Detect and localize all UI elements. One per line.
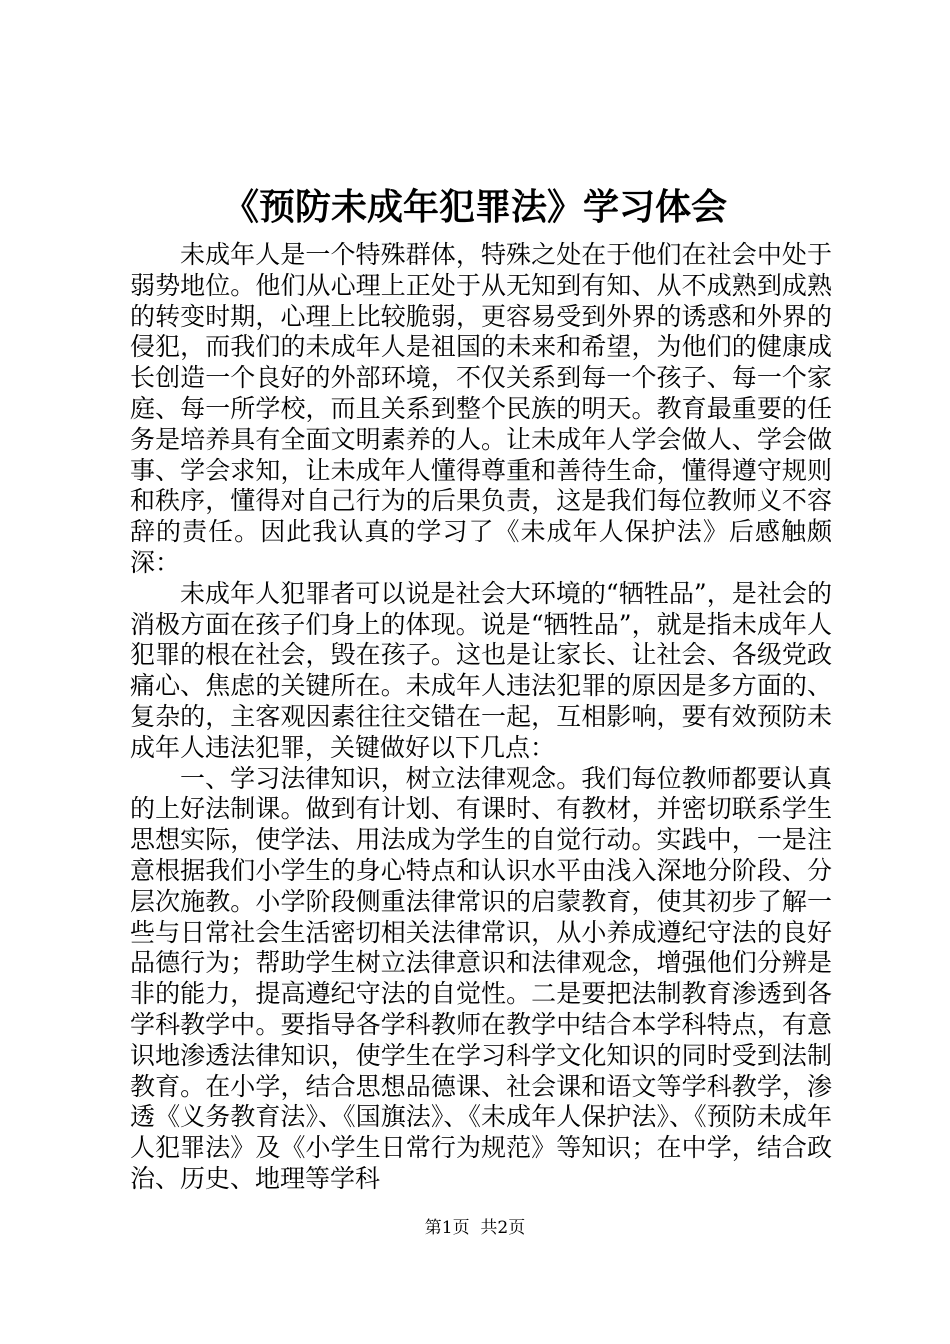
document-title: 《预防未成年犯罪法》学习体会 [222, 187, 727, 228]
page-number-current: 第1页 [424, 1218, 470, 1238]
paragraph: 一、学习法律知识，树立法律观念。我们每位教师都要认真的上好法制课。做到有计划、有课时、有教材，并密切联系学生思想实际，使学法、用法成为学生的自觉行动。实践中，一是注意根据我们小学生的身心特点和认识水平由浅入深地分阶段、分层次施教。小学阶段侧重法律常识的启蒙教育，使其初步了解一些与日常社会生活密切相关法律常识，从小养成遵纪守法的良好品德行为；帮助学生树立法律意识和法律观念，增强他们分辨是非的能力，提高遵纪守法的自觉性。二是要把法制教育渗透到各学科教学中。要指导各学科教师在教学中结合本学科特点，有意识地渗透法律知识，使学生在学习科学文化知识的同时受到法制教育。在小学，结合思想品德课、社会课和语文等学科教学，渗透《义务教育法》、《国旗法》、《未成年人保护法》、《预防未成年人犯罪法》及《小学生日常行为规范》等知识；在中学，结合政治、历史、地理等学科 [130, 763, 832, 1193]
page-footer [0, 1216, 950, 1240]
document-body [130, 240, 832, 1195]
page-number-total: 共2页 [480, 1218, 526, 1238]
paragraph: 未成年人是一个特殊群体，特殊之处在于他们在社会中处于弱势地位。他们从心理上正处于从无知到有知、从不成熟到成熟的转变时期，心理上比较脆弱，更容易受到外界的诱惑和外界的侵犯，而我们的未成年人是祖国的未来和希望，为他们的健康成长创造一个良好的外部环境，不仅关系到每一个孩子、每一个家庭、每一所学校，而且关系到整个民族的明天。教育最重要的任务是培养具有全面文明素养的人。让未成年人学会做人、学会做事、学会求知，让未成年人懂得尊重和善待生命，懂得遵守规则和秩序，懂得对自己行为的后果负责，这是我们每位教师义不容辞的责任。因此我认真的学习了《未成年人保护法》后感触颇深： [130, 240, 832, 577]
paragraph: 未成年人犯罪者可以说是社会大环境的“牺牲品”，是社会的消极方面在孩子们身上的体现。说是“牺牲品”，就是指未成年人犯罪的根在社会，毁在孩子。这也是让家长、让社会、各级党政痛心、焦虑的关键所在。未成年人违法犯罪的原因是多方面的、复杂的，主客观因素往往交错在一起，互相影响，要有效预防未成年人违法犯罪，关键做好以下几点： [130, 578, 832, 762]
